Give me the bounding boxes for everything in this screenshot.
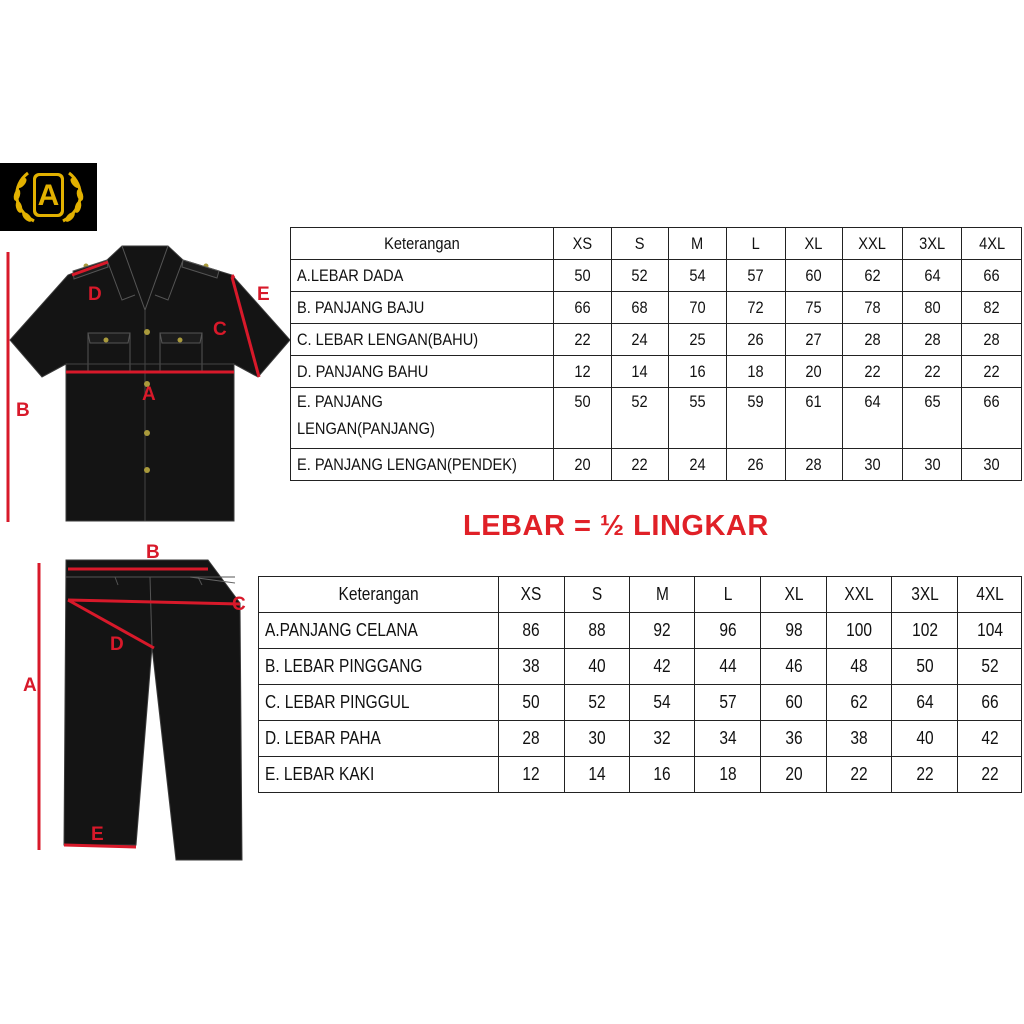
shirt-table-value-text: 59 xyxy=(747,392,764,411)
shirt-table-value-text: 28 xyxy=(805,454,822,474)
pants-table-value-text: 14 xyxy=(588,764,606,784)
shirt-table-value-cell xyxy=(668,260,726,292)
pants-table-value-text: 48 xyxy=(850,656,868,676)
shirt-table-value-text: 22 xyxy=(631,454,648,474)
shirt-label-b: B xyxy=(16,400,30,421)
pants-table-value-text: 104 xyxy=(976,620,1003,640)
pants-table-value-text: 64 xyxy=(915,692,934,712)
pants-size-table xyxy=(258,576,1022,793)
shirt-table-value-text: 50 xyxy=(573,392,591,411)
pants-table-row-label-text: D. LEBAR PAHA xyxy=(265,728,381,748)
shirt-table-value-text: 25 xyxy=(689,329,706,349)
pants-table-row-label xyxy=(259,613,499,649)
pants-table-value-cell xyxy=(761,757,827,793)
shirt-table-value-text: 12 xyxy=(573,361,591,381)
pants-table-value-text: 42 xyxy=(980,728,999,748)
pants-table-header-text: L xyxy=(723,584,733,604)
pants-table-header-cell xyxy=(892,577,958,613)
shirt-table-value-cell xyxy=(611,260,668,292)
pants-table-header-cell xyxy=(761,577,827,613)
pants-table-value-text: 22 xyxy=(850,764,868,784)
shirt-table-value-cell xyxy=(843,356,903,388)
pants-table-value-cell xyxy=(629,613,695,649)
shirt-table-header-text: 4XL xyxy=(978,233,1005,253)
pants-table-value-cell xyxy=(695,613,761,649)
shirt-table-value-cell xyxy=(611,324,668,356)
shirt-table-value-text: 24 xyxy=(631,329,648,349)
shirt-table-value-text: 18 xyxy=(747,361,764,381)
shirt-table-value-text: 52 xyxy=(631,265,648,285)
pants-table-header-cell xyxy=(259,577,499,613)
shirt-table-value-cell xyxy=(843,292,903,324)
shirt-table-value-text: 24 xyxy=(689,454,706,474)
pants-table-value-text: 38 xyxy=(522,656,540,676)
pants-illustration xyxy=(30,555,260,865)
shirt-table-value-cell xyxy=(785,449,843,481)
shirt-table-header-text: Keterangan xyxy=(384,233,460,253)
shirt-table-value-text: 30 xyxy=(923,454,941,474)
shirt-table-header-cell xyxy=(553,228,611,260)
pants-table-value-text: 18 xyxy=(719,764,737,784)
shirt-table-value-cell xyxy=(611,449,668,481)
shirt-table-value-cell xyxy=(902,449,962,481)
pants-table-row xyxy=(259,649,1022,685)
shirt-table-row-label-text: C. LEBAR LENGAN(BAHU) xyxy=(297,329,479,349)
pants-table-value-text: 88 xyxy=(588,620,606,640)
pants-table-header-text: 3XL xyxy=(910,584,939,604)
shirt-table-value-cell xyxy=(962,356,1022,388)
shirt-table-value-cell xyxy=(902,388,962,449)
shirt-table-header-text: XXL xyxy=(858,233,887,253)
shirt-label-c: C xyxy=(213,319,227,340)
pants-table-value-cell xyxy=(827,721,892,757)
pants-table-value-text: 46 xyxy=(785,656,803,676)
shirt-table-value-cell xyxy=(785,260,843,292)
shirt-table-row-label xyxy=(291,292,554,324)
shirt-table-value-cell xyxy=(668,356,726,388)
shirt-table-row-label xyxy=(291,260,554,292)
pants-table-header-text: XL xyxy=(784,584,804,604)
pants-table-header-cell xyxy=(695,577,761,613)
shirt-table-value-cell xyxy=(785,388,843,449)
shirt-table-row-label-text: B. PANJANG BAJU xyxy=(297,297,425,317)
shirt-table-value-text: 78 xyxy=(864,297,881,317)
shirt-table-value-cell xyxy=(902,292,962,324)
shirt-label-e: E xyxy=(257,284,270,305)
pants-table-row-label-text: E. LEBAR KAKI xyxy=(265,764,375,784)
width-note: LEBAR = ½ LINGKAR xyxy=(463,510,769,542)
pants-table-value-cell xyxy=(761,613,827,649)
shirt-table-header-cell xyxy=(902,228,962,260)
shirt-table-row-label xyxy=(291,324,554,356)
shirt-table-row-label xyxy=(291,356,554,388)
pants-table-header-text: XXL xyxy=(844,584,874,604)
shirt-table-value-cell xyxy=(727,260,785,292)
shirt-table-row xyxy=(291,260,1022,292)
pants-table-value-text: 40 xyxy=(915,728,934,748)
shirt-table-value-text: 65 xyxy=(923,392,941,411)
pants-table-value-text: 12 xyxy=(522,764,540,784)
shirt-table-value-text: 50 xyxy=(573,265,591,285)
shirt-table-value-text: 70 xyxy=(689,297,706,317)
shirt-table-value-cell xyxy=(962,388,1022,449)
shirt-table-value-text: 26 xyxy=(747,454,764,474)
pants-table-value-text: 22 xyxy=(980,764,999,784)
shirt-table-header-cell xyxy=(785,228,843,260)
shirt-table-row xyxy=(291,292,1022,324)
shirt-table-value-text: 75 xyxy=(805,297,822,317)
pants-table-header-row xyxy=(259,577,1022,613)
shirt-table-value-text: 20 xyxy=(573,454,591,474)
pants-label-d: D xyxy=(110,634,124,655)
pants-table-value-text: 92 xyxy=(653,620,671,640)
pants-table-value-cell xyxy=(958,649,1022,685)
shirt-table-row-label-text: E. PANJANG xyxy=(297,392,383,411)
shirt-table-header-text: M xyxy=(691,233,704,253)
shirt-table-value-text: 22 xyxy=(983,361,1000,381)
pants-table-value-cell xyxy=(564,649,629,685)
brand-logo xyxy=(0,163,97,231)
pants-table-value-cell xyxy=(564,613,629,649)
shirt-table-value-cell xyxy=(553,260,611,292)
shirt-table-value-text: 82 xyxy=(983,297,1000,317)
shirt-table-value-cell xyxy=(553,292,611,324)
shirt-table-value-text: 61 xyxy=(805,392,822,411)
pants-table-value-cell xyxy=(761,685,827,721)
shirt-table-row-label xyxy=(291,388,554,449)
shirt-table-row xyxy=(291,388,1022,449)
pants-table-value-cell xyxy=(958,685,1022,721)
shirt-table-header-text: XS xyxy=(572,233,592,253)
shirt-table-value-cell xyxy=(727,449,785,481)
shirt-table-value-text: 28 xyxy=(983,329,1000,349)
shirt-table-row-label-text: LENGAN(PANJANG) xyxy=(297,419,435,438)
shirt-table-value-text: 64 xyxy=(923,265,941,285)
shirt-table-value-text: 30 xyxy=(864,454,881,474)
pants-table-value-cell xyxy=(629,649,695,685)
pants-table-value-cell xyxy=(695,721,761,757)
shirt-table-value-cell xyxy=(962,324,1022,356)
pants-table-value-cell xyxy=(761,649,827,685)
pants-table-row xyxy=(259,757,1022,793)
shirt-table-value-cell xyxy=(843,388,903,449)
shirt-table-value-cell xyxy=(553,324,611,356)
shirt-table-body xyxy=(291,228,1022,481)
shirt-table-value-text: 22 xyxy=(573,329,591,349)
pants-label-e: E xyxy=(91,824,104,845)
shirt-table-value-text: 28 xyxy=(864,329,881,349)
shirt-table-value-cell xyxy=(843,324,903,356)
shirt-label-a: A xyxy=(142,384,156,405)
pants-table-value-text: 52 xyxy=(588,692,606,712)
pants-table-value-cell xyxy=(498,721,564,757)
shirt-table-row-label-text: A.LEBAR DADA xyxy=(297,265,404,285)
pants-table-value-cell xyxy=(761,721,827,757)
shirt-table-row-label xyxy=(291,449,554,481)
pants-table-body xyxy=(259,577,1022,793)
pants-table-value-cell xyxy=(695,649,761,685)
shirt-table-value-cell xyxy=(902,260,962,292)
pants-label-a: A xyxy=(23,675,37,696)
shirt-table-value-cell xyxy=(553,449,611,481)
pants-table-value-text: 22 xyxy=(915,764,934,784)
pants-table-value-cell xyxy=(892,649,958,685)
pants-table-value-cell xyxy=(695,757,761,793)
pants-table-value-cell xyxy=(498,685,564,721)
shirt-table-value-cell xyxy=(785,356,843,388)
shirt-table-value-text: 66 xyxy=(983,265,1000,285)
shirt-table-value-cell xyxy=(843,260,903,292)
shirt-table-value-cell xyxy=(553,388,611,449)
pants-table-value-text: 57 xyxy=(719,692,737,712)
shirt-table-value-cell xyxy=(611,388,668,449)
pants-table-header-cell xyxy=(629,577,695,613)
shirt-table-value-text: 72 xyxy=(747,297,764,317)
shirt-table-value-text: 60 xyxy=(805,265,822,285)
pants-table-header-cell xyxy=(498,577,564,613)
pants-table-header-cell xyxy=(564,577,629,613)
shirt-table-value-cell xyxy=(611,356,668,388)
shirt-table-header-text: XL xyxy=(804,233,823,253)
pants-label-b: B xyxy=(146,542,160,563)
shirt-table-value-text: 64 xyxy=(864,392,881,411)
pants-table-row-label-text: B. LEBAR PINGGANG xyxy=(265,656,423,676)
pants-table-value-cell xyxy=(629,721,695,757)
pants-table-value-cell xyxy=(564,685,629,721)
shirt-table-header-text: L xyxy=(751,233,760,253)
shirt-table-header-cell xyxy=(668,228,726,260)
pants-table-value-text: 52 xyxy=(980,656,999,676)
shirt-table-value-text: 55 xyxy=(689,392,706,411)
pants-table-value-text: 60 xyxy=(785,692,803,712)
shirt-table-value-cell xyxy=(727,388,785,449)
shirt-table-value-cell xyxy=(843,449,903,481)
shirt-table-value-text: 28 xyxy=(923,329,941,349)
shirt-table-value-cell xyxy=(553,356,611,388)
shirt-table-row xyxy=(291,324,1022,356)
shirt-table-row xyxy=(291,449,1022,481)
pants-table-value-cell xyxy=(827,757,892,793)
shirt-table-value-cell xyxy=(668,449,726,481)
shirt-table-value-text: 54 xyxy=(689,265,706,285)
pants-table-value-cell xyxy=(892,613,958,649)
pants-table-value-text: 50 xyxy=(915,656,934,676)
pants-table-header-text: XS xyxy=(520,584,542,604)
shirt-table-value-text: 57 xyxy=(747,265,764,285)
shirt-table-value-cell xyxy=(668,292,726,324)
pants-table-row xyxy=(259,685,1022,721)
pants-table-value-text: 28 xyxy=(522,728,540,748)
pants-table-value-cell xyxy=(892,757,958,793)
pants-table-row-label xyxy=(259,757,499,793)
pants-label-c: C xyxy=(232,594,246,615)
pants-table-value-text: 40 xyxy=(588,656,606,676)
pants-table-value-cell xyxy=(498,613,564,649)
pants-table-header-text: M xyxy=(655,584,669,604)
pants-table-row-label xyxy=(259,685,499,721)
pants-table-value-cell xyxy=(827,685,892,721)
pants-table-value-cell xyxy=(498,649,564,685)
pants-table-value-text: 38 xyxy=(850,728,868,748)
shirt-table-value-text: 22 xyxy=(923,361,941,381)
shirt-table-row-label-text: E. PANJANG LENGAN(PENDEK) xyxy=(297,454,517,474)
pants-table-value-text: 50 xyxy=(522,692,540,712)
pants-table-value-cell xyxy=(564,721,629,757)
shirt-table-value-cell xyxy=(727,292,785,324)
pants-table-value-cell xyxy=(564,757,629,793)
pants-table-value-text: 62 xyxy=(850,692,868,712)
pants-table-value-text: 86 xyxy=(522,620,540,640)
shirt-table-value-cell xyxy=(962,260,1022,292)
pants-table-value-cell xyxy=(827,649,892,685)
pants-table-value-text: 16 xyxy=(653,764,671,784)
shirt-table-header-row xyxy=(291,228,1022,260)
shirt-table-header-cell xyxy=(843,228,903,260)
shirt-table-row-label-text: D. PANJANG BAHU xyxy=(297,361,429,381)
pants-table-value-cell xyxy=(958,757,1022,793)
pants-table-header-text: 4XL xyxy=(975,584,1004,604)
shirt-label-d: D xyxy=(88,284,102,305)
pants-table-header-text: S xyxy=(591,584,602,604)
pants-table-value-text: 102 xyxy=(911,620,938,640)
pants-table-value-text: 96 xyxy=(719,620,737,640)
pants-table-value-cell xyxy=(892,721,958,757)
shirt-table-value-text: 27 xyxy=(805,329,822,349)
shirt-table-value-text: 16 xyxy=(689,361,706,381)
shirt-table-value-text: 80 xyxy=(923,297,941,317)
shirt-table-header-cell xyxy=(611,228,668,260)
shirt-table-header-text: S xyxy=(634,233,645,253)
shirt-table-header-text: 3XL xyxy=(919,233,946,253)
pants-table-value-cell xyxy=(958,613,1022,649)
pants-table-row-label-text: A.PANJANG CELANA xyxy=(265,620,418,640)
pants-table-value-text: 32 xyxy=(653,728,671,748)
shirt-table-value-cell xyxy=(611,292,668,324)
pants-table-value-cell xyxy=(629,757,695,793)
shirt-table-value-text: 26 xyxy=(747,329,764,349)
shirt-table-value-text: 22 xyxy=(864,361,881,381)
shirt-table-value-cell xyxy=(902,356,962,388)
pants-table-header-cell xyxy=(827,577,892,613)
shirt-table-value-cell xyxy=(727,324,785,356)
shirt-table-header-cell xyxy=(962,228,1022,260)
shirt-table-value-text: 14 xyxy=(631,361,648,381)
pants-table-row xyxy=(259,613,1022,649)
shirt-table-value-cell xyxy=(727,356,785,388)
shirt-size-table xyxy=(290,227,1022,481)
shirt-table-value-cell xyxy=(785,292,843,324)
shirt-table-value-cell xyxy=(902,324,962,356)
pants-table-header-cell xyxy=(958,577,1022,613)
shirt-table-value-text: 20 xyxy=(805,361,822,381)
pants-table-row-label-text: C. LEBAR PINGGUL xyxy=(265,692,410,712)
shirt-table-value-text: 66 xyxy=(573,297,591,317)
pants-table-value-cell xyxy=(892,685,958,721)
shirt-table-value-cell xyxy=(668,324,726,356)
pants-table-value-text: 30 xyxy=(588,728,606,748)
shirt-table-value-cell xyxy=(962,449,1022,481)
pants-table-value-cell xyxy=(958,721,1022,757)
pants-table-value-cell xyxy=(827,613,892,649)
shirt-table-value-cell xyxy=(962,292,1022,324)
logo-letter: A xyxy=(37,179,60,212)
pants-table-header-text: Keterangan xyxy=(338,584,419,604)
pants-table-value-text: 42 xyxy=(653,656,671,676)
pants-table-value-text: 36 xyxy=(785,728,803,748)
pants-table-row-label xyxy=(259,649,499,685)
pants-table-value-text: 34 xyxy=(719,728,737,748)
pants-table-value-cell xyxy=(695,685,761,721)
shirt-table-header-cell xyxy=(291,228,554,260)
pants-table-value-text: 98 xyxy=(785,620,803,640)
pants-table-value-text: 66 xyxy=(980,692,999,712)
pants-table-value-cell xyxy=(629,685,695,721)
pants-table-value-text: 54 xyxy=(653,692,671,712)
pants-table-value-cell xyxy=(498,757,564,793)
pants-table-row xyxy=(259,721,1022,757)
shirt-table-value-text: 62 xyxy=(864,265,881,285)
pants-table-value-text: 20 xyxy=(785,764,803,784)
shirt-table-header-cell xyxy=(727,228,785,260)
shirt-table-value-cell xyxy=(785,324,843,356)
shirt-table-row xyxy=(291,356,1022,388)
pants-table-value-text: 44 xyxy=(719,656,737,676)
shirt-table-value-text: 52 xyxy=(631,392,648,411)
pants-table-value-text: 100 xyxy=(846,620,873,640)
shirt-table-value-text: 66 xyxy=(983,392,1000,411)
shirt-table-value-text: 30 xyxy=(983,454,1000,474)
shirt-table-value-cell xyxy=(668,388,726,449)
pants-table-row-label xyxy=(259,721,499,757)
shirt-table-value-text: 68 xyxy=(631,297,648,317)
